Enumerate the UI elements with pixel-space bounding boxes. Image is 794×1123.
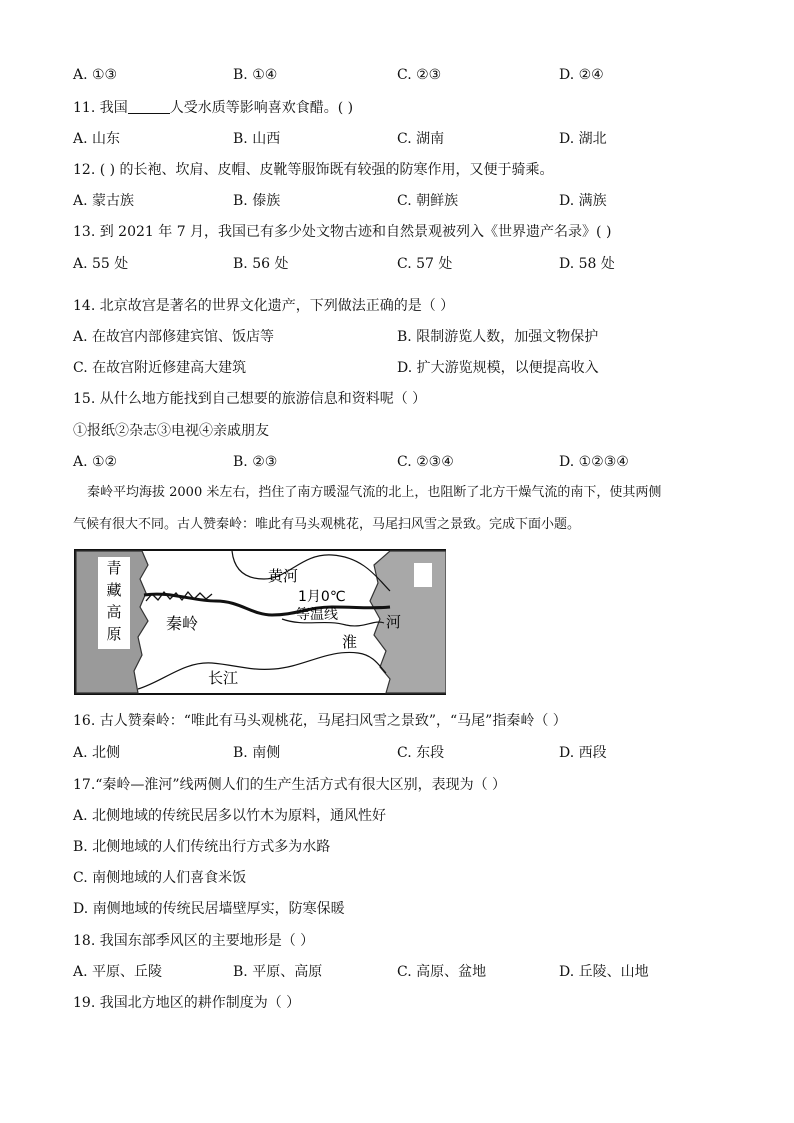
q17-stem: 17.“秦岭—淮河”线两侧人们的生产生活方式有很大区别，表现为（ ）	[73, 777, 507, 793]
map-label-plateau-char: 原	[106, 625, 122, 643]
q11-blank	[128, 99, 170, 114]
sea-label-bg	[414, 563, 432, 587]
q15-option-b: B. ②③	[233, 454, 278, 470]
q11-stem-pre: 11. 我国	[73, 100, 128, 116]
passage-paragraph-2: 气候有很大不同。古人赞秦岭：唯此有马头观桃花，马尾扫风雪之景致。完成下面小题。	[73, 517, 581, 532]
q17-option-c: C. 南侧地域的人们喜食米饭	[73, 870, 247, 886]
q12-option-c: C. 朝鲜族	[397, 193, 459, 209]
q11-option-b: B. 山西	[233, 131, 281, 147]
q16-option-c: C. 东段	[397, 745, 445, 761]
q15-option-c: C. ②③④	[397, 454, 454, 470]
q13-option-a: A. 55 处	[73, 256, 129, 272]
map-label-qinling: 秦岭	[166, 614, 199, 633]
map-label-plateau-char: 藏	[106, 581, 122, 599]
q16-stem: 16. 古人赞秦岭：“唯此有马头观桃花，马尾扫风雪之景致”，“马尾”指秦岭（ ）	[73, 713, 567, 729]
q12-option-d: D. 满族	[559, 193, 607, 209]
map-label-plateau-char: 青	[106, 559, 122, 577]
q19-stem: 19. 我国北方地区的耕作制度为（ ）	[73, 995, 301, 1011]
q11-stem-post: 人受水质等影响喜欢食醋。( )	[169, 100, 354, 116]
map-label-huai: 淮	[342, 633, 358, 651]
qinling-huaihe-map	[74, 549, 446, 695]
q18-option-c: C. 高原、盆地	[397, 964, 487, 980]
q14-option-a: A. 在故宫内部修建宾馆、饭店等	[73, 329, 275, 345]
q18-option-a: A. 平原、丘陵	[73, 964, 163, 980]
q15-items: ①报纸②杂志③电视④亲戚朋友	[73, 423, 269, 439]
q12-option-a: A. 蒙古族	[73, 193, 135, 209]
map-label-isotherm-line2: 等温线	[296, 607, 338, 623]
map-label-isotherm-line1: 1月0℃	[298, 589, 346, 605]
q10-option-c: C. ②③	[397, 67, 442, 83]
q17-option-a: A. 北侧地域的传统民居多以竹木为原料，通风性好	[73, 808, 387, 824]
map-label-he: 河	[386, 613, 402, 631]
q16-option-b: B. 南侧	[233, 745, 281, 761]
q15-stem: 15. 从什么地方能找到自己想要的旅游信息和资料呢（ ）	[73, 391, 427, 407]
q17-option-b: B. 北侧地域的人们传统出行方式多为水路	[73, 839, 331, 855]
q11-stem	[73, 99, 353, 117]
q13-stem: 13. 到 2021 年 7 月，我国已有多少处文物古迹和自然景观被列入《世界遗产名录》( )	[73, 224, 612, 240]
q17-option-d: D. 南侧地域的传统民居墙壁厚实，防寒保暖	[73, 901, 345, 917]
q13-option-d: D. 58 处	[559, 256, 615, 272]
q14-stem: 14. 北京故宫是著名的世界文化遗产，下列做法正确的是（ ）	[73, 298, 455, 314]
map-label-plateau-char: 高	[106, 603, 122, 621]
q10-option-d: D. ②④	[559, 67, 604, 83]
q16-option-d: D. 西段	[559, 745, 607, 761]
q10-option-b: B. ①④	[233, 67, 278, 83]
map-label-changjiang: 长江	[208, 669, 239, 687]
q12-option-b: B. 傣族	[233, 193, 281, 209]
q16-option-a: A. 北侧	[73, 745, 121, 761]
q18-option-d: D. 丘陵、山地	[559, 964, 649, 980]
passage-paragraph-1: 秦岭平均海拔 2000 米左右，挡住了南方暖湿气流的北上，也阻断了北方干燥气流的南下，使其两侧	[87, 485, 662, 500]
reading-passage	[73, 484, 733, 534]
q18-option-b: B. 平原、高原	[233, 964, 323, 980]
q11-option-c: C. 湖南	[397, 131, 445, 147]
q13-option-c: C. 57 处	[397, 256, 453, 272]
q14-option-c: C. 在故宫附近修建高大建筑	[73, 360, 247, 376]
q14-option-b: B. 限制游览人数，加强文物保护	[397, 329, 599, 345]
q15-option-d: D. ①②③④	[559, 454, 629, 470]
map-label-huanghe: 黄河	[268, 567, 299, 585]
q11-option-d: D. 湖北	[559, 131, 607, 147]
q14-option-d: D. 扩大游览规模，以便提高收入	[397, 360, 599, 376]
q11-option-a: A. 山东	[73, 131, 121, 147]
q12-stem: 12. ( ) 的长袍、坎肩、皮帽、皮靴等服饰既有较强的防寒作用，又便于骑乘。	[73, 162, 554, 178]
q13-option-b: B. 56 处	[233, 256, 289, 272]
q18-stem: 18. 我国东部季风区的主要地形是（ ）	[73, 933, 315, 949]
q10-option-a: A. ①③	[73, 67, 118, 83]
q15-option-a: A. ①②	[73, 454, 118, 470]
